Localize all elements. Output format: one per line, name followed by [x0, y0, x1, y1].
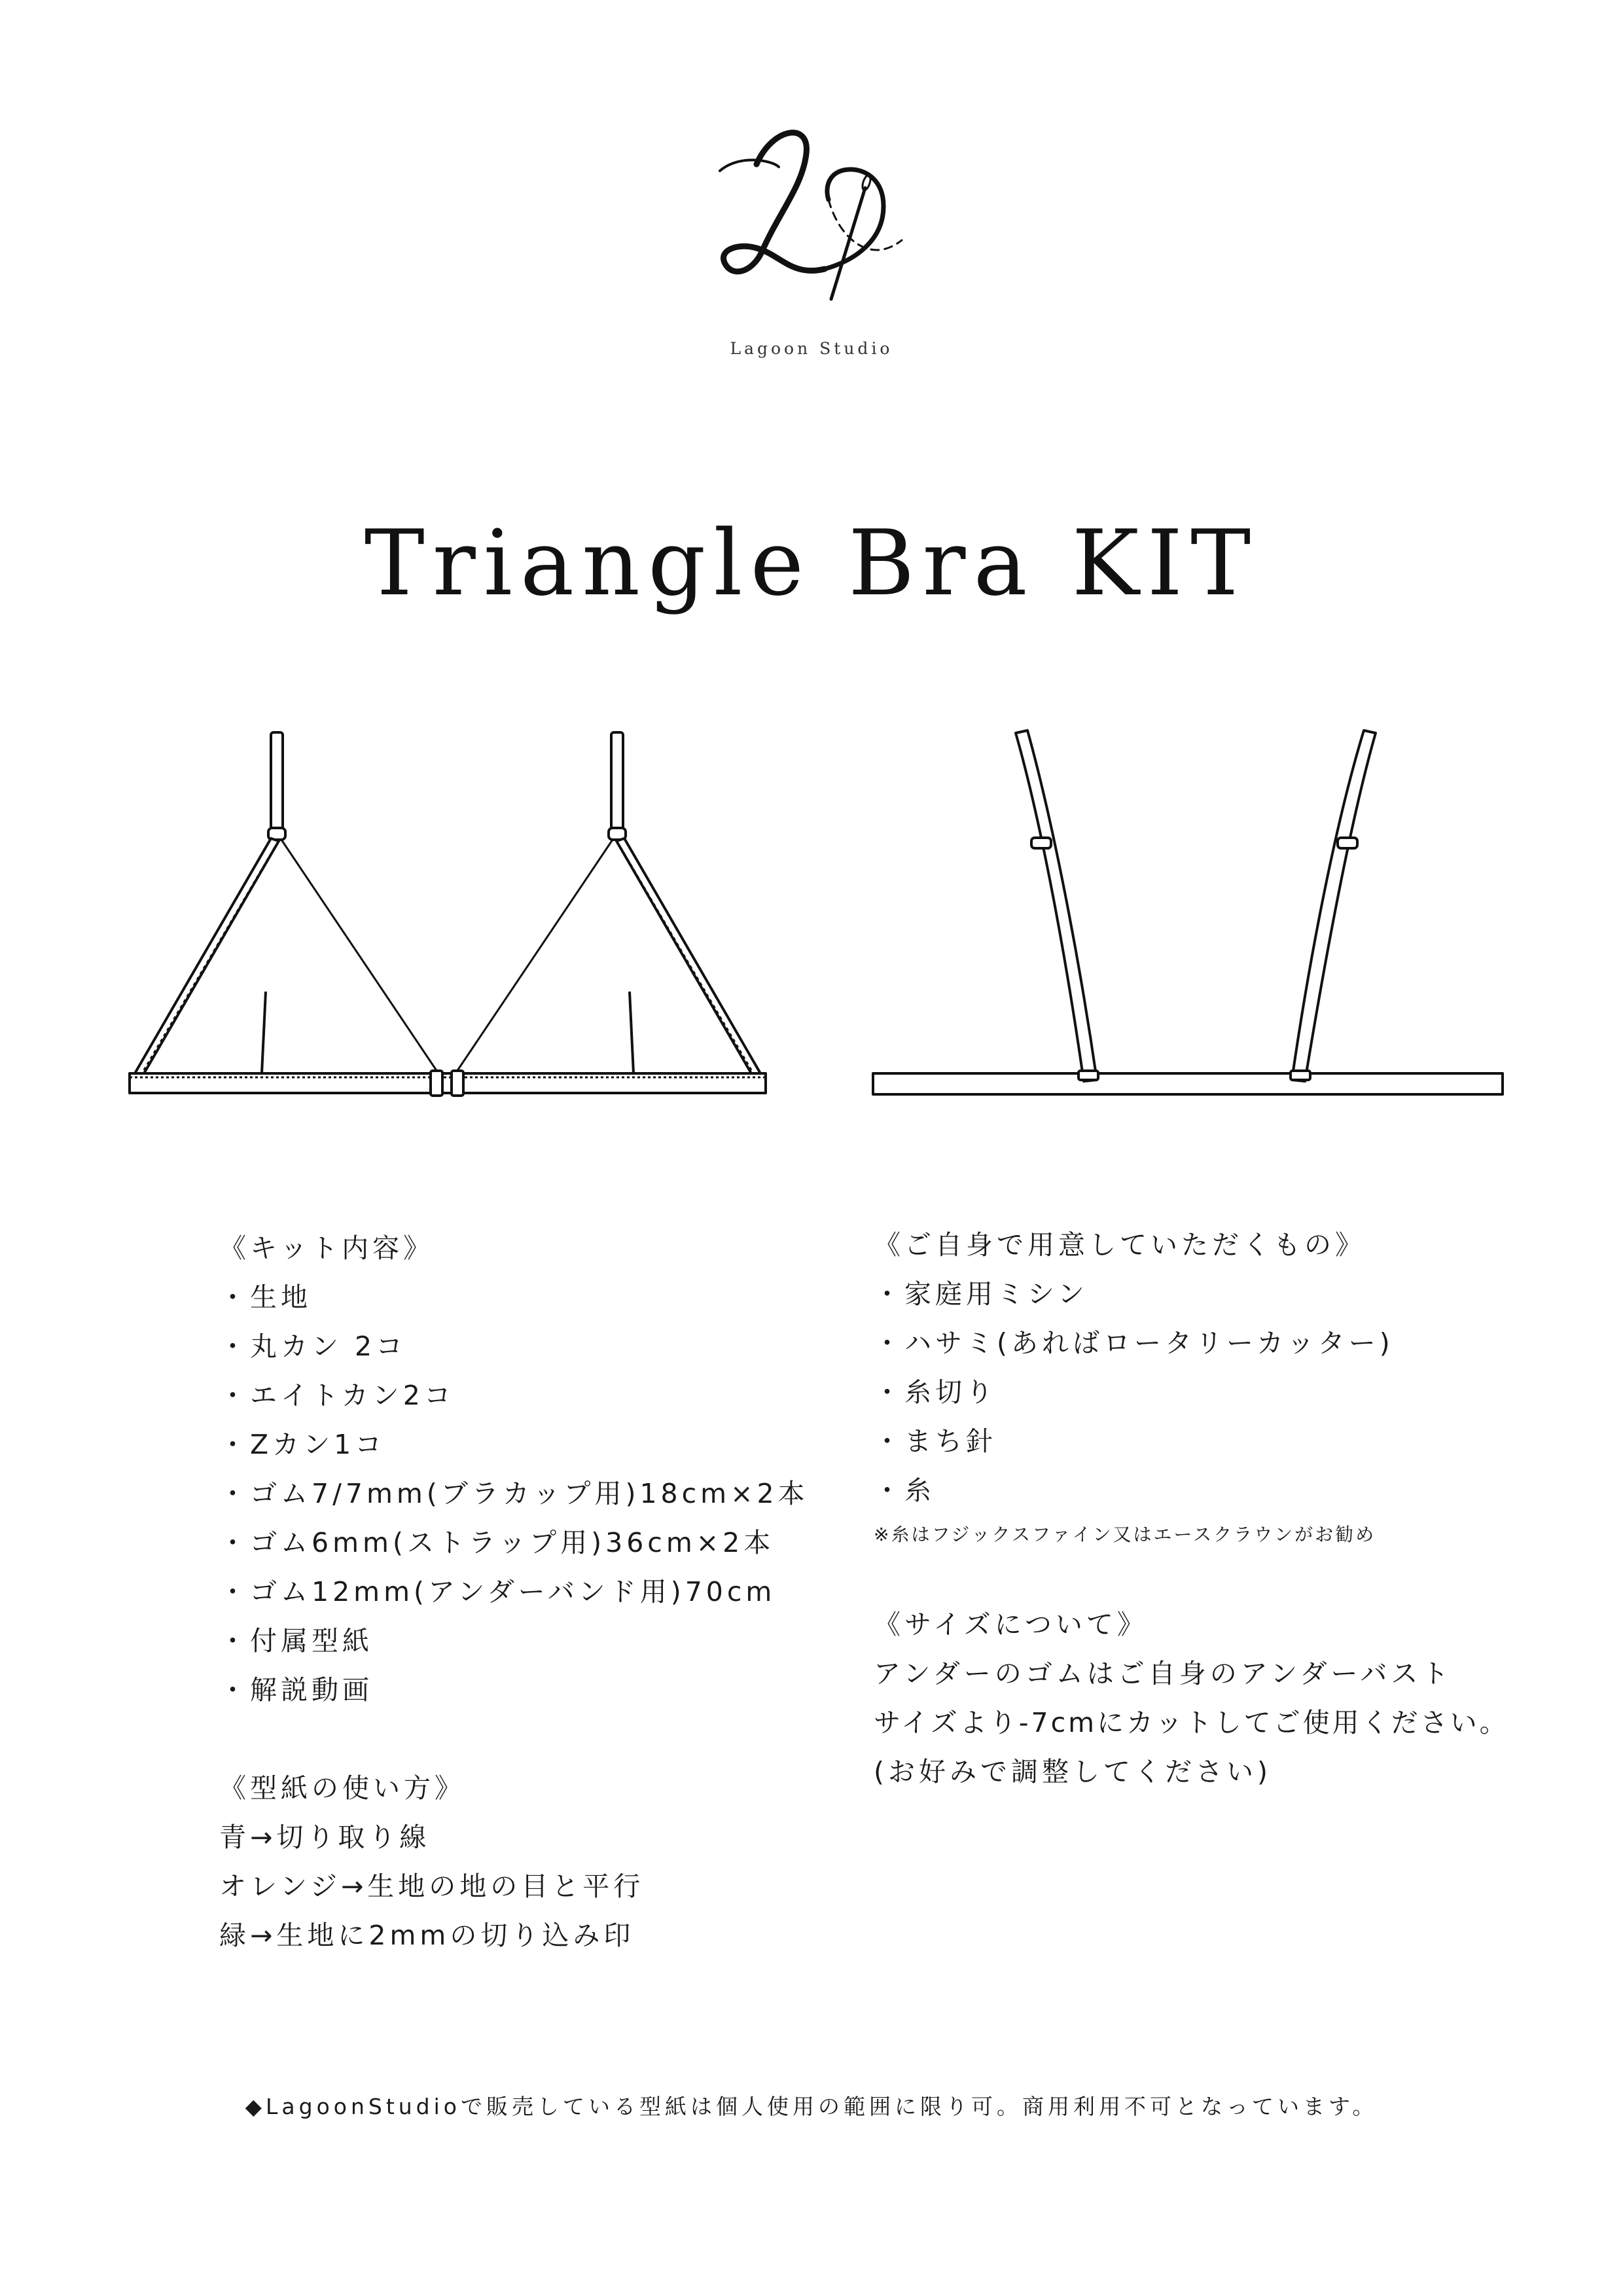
list-item: ・生地 [219, 1282, 312, 1313]
list-item: 緑→生地に2mmの切り込み印 [219, 1920, 635, 1951]
bra-front-view-drawing [124, 730, 779, 1109]
list-item: ・家庭用ミシン [874, 1278, 1088, 1310]
list-item: 青→切り取り線 [219, 1821, 431, 1853]
list-item: ・ゴム12mm(アンダーバンド用)70cm [219, 1576, 776, 1607]
brand-name: Lagoon Studio [730, 339, 893, 358]
list-item: ・ゴム6mm(ストラップ用)36cm×2本 [219, 1527, 775, 1558]
list-item: ・まち針 [874, 1426, 997, 1457]
right-column [874, 1221, 1509, 1797]
footer-notice: ◆LagoonStudioで販売している型紙は個人使用の範囲に限り可。商用利用不可となっています。 [245, 2094, 1378, 2119]
list-item: ・Zカン1コ [219, 1429, 386, 1460]
left-column [219, 1224, 809, 1960]
size-text-line: アンダーのゴムはご自身のアンダーバスト [874, 1658, 1453, 1689]
size-heading: 《サイズについて》 [874, 1609, 1148, 1640]
thread-note: ※糸はフジックスファイン又はエースクラウンがお勧め [874, 1524, 1376, 1545]
list-item: ・解説動画 [219, 1674, 373, 1706]
size-text-line: サイズより-7cmにカットしてご使用ください。 [874, 1707, 1509, 1738]
prepare-heading: 《ご自身で用意していただくもの》 [874, 1229, 1366, 1261]
list-item: ・エイトカン2コ [219, 1380, 455, 1411]
list-item: オレンジ→生地の地の目と平行 [219, 1871, 645, 1902]
bra-back-view-drawing [864, 726, 1518, 1119]
page-title: Triangle Bra KIT [364, 511, 1259, 616]
kit-contents-heading: 《キット内容》 [219, 1232, 435, 1264]
list-item: ・丸カン 2コ [219, 1331, 407, 1362]
list-item: ・ゴム7/7mm(ブラカップ用)18cm×2本 [219, 1478, 809, 1509]
pattern-usage-heading: 《型紙の使い方》 [219, 1772, 465, 1804]
size-text-line: (お好みで調整してください) [874, 1756, 1272, 1787]
list-item: ・糸 [874, 1475, 935, 1506]
lagoon-studio-logo-icon [694, 115, 929, 311]
list-item: ・糸切り [874, 1376, 997, 1408]
list-item: ・付属型紙 [219, 1625, 373, 1657]
list-item: ・ハサミ(あればロータリーカッター) [874, 1327, 1394, 1359]
